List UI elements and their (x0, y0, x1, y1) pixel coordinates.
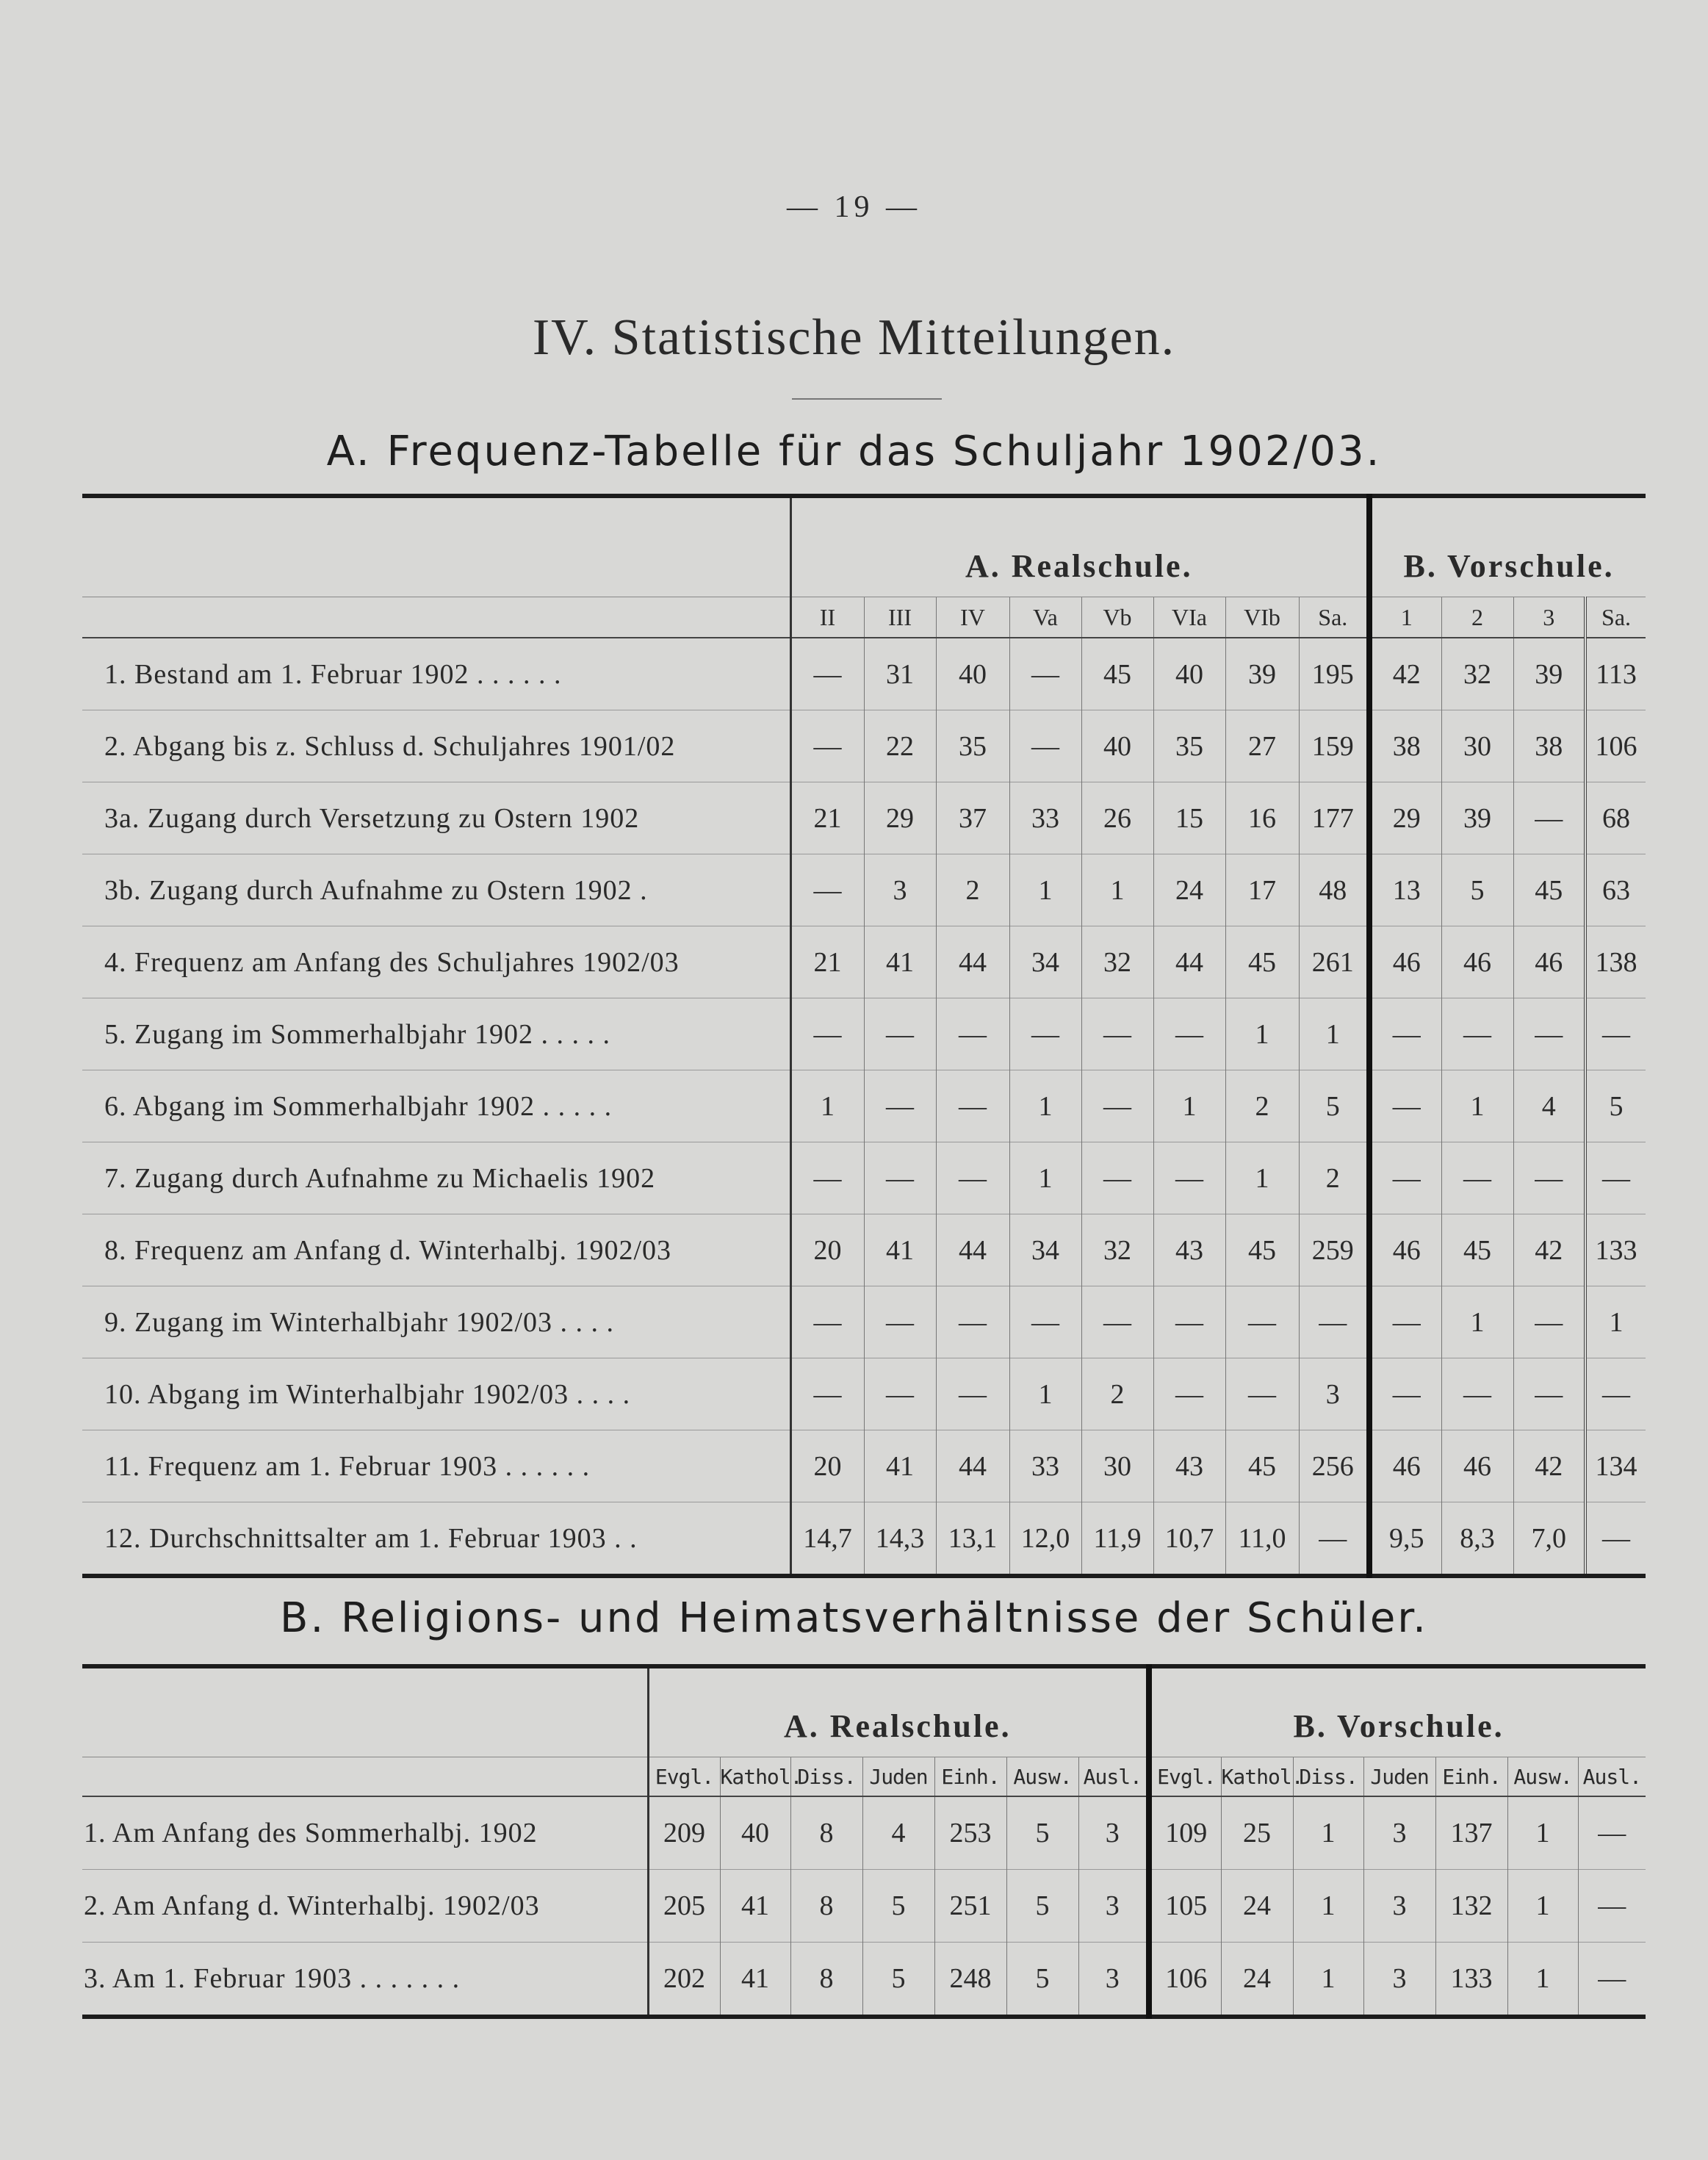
table-cell: — (790, 638, 864, 710)
table-cell: — (864, 1358, 936, 1430)
table-cell: 33 (1009, 1430, 1081, 1502)
table-cell: 1 (1009, 1070, 1081, 1142)
table-cell: 30 (1441, 710, 1513, 782)
column-header: Einh. (934, 1757, 1006, 1797)
table-cell: 38 (1513, 710, 1585, 782)
table-cell: — (790, 998, 864, 1070)
table-cell: 29 (1369, 782, 1441, 854)
table-cell: — (1513, 1286, 1585, 1358)
table-cell: 1 (1299, 998, 1369, 1070)
religion-table (82, 1664, 1646, 2019)
row-label: 3. Am 1. Februar 1903 . . . . . . . (82, 1943, 648, 2017)
table-cell: 68 (1585, 782, 1646, 854)
table-cell: 37 (936, 782, 1009, 854)
table-cell: — (936, 1286, 1009, 1358)
column-header: Ausw. (1507, 1757, 1578, 1797)
column-header: 3 (1513, 597, 1585, 638)
column-header: II (790, 597, 864, 638)
table-cell: 4 (862, 1796, 934, 1870)
column-header: Kathol. (720, 1757, 790, 1797)
table-cell: — (936, 998, 1009, 1070)
table-cell: — (1513, 1142, 1585, 1214)
table-cell: — (1513, 1358, 1585, 1430)
group-vorschule: B. Vorschule. (1369, 496, 1646, 597)
table-cell: 46 (1513, 926, 1585, 998)
table-cell: — (1441, 998, 1513, 1070)
table-cell: 106 (1149, 1943, 1221, 2017)
column-header-row (82, 1757, 1646, 1797)
table-cell: 5 (1299, 1070, 1369, 1142)
table-cell: 109 (1149, 1796, 1221, 1870)
table-cell: 132 (1435, 1870, 1507, 1943)
table-cell: 46 (1369, 926, 1441, 998)
table-cell: 44 (936, 926, 1009, 998)
table-row (82, 1286, 1646, 1358)
table-cell: — (1585, 1142, 1646, 1214)
row-label: 4. Frequenz am Anfang des Schuljahres 1902/03 (82, 926, 790, 998)
table-cell: 34 (1009, 926, 1081, 998)
table-cell: 1 (1009, 854, 1081, 926)
section-a-heading: A. Frequenz-Tabelle für das Schuljahr 1902/03. (326, 428, 1382, 475)
table-cell: 5 (1006, 1870, 1078, 1943)
table-row (82, 1142, 1646, 1214)
table-cell: 46 (1369, 1430, 1441, 1502)
table-cell: — (790, 1358, 864, 1430)
table-row (82, 710, 1646, 782)
table-cell: 1 (1009, 1142, 1081, 1214)
row-label: 3b. Zugang durch Aufnahme zu Ostern 1902 . (82, 854, 790, 926)
table-cell: 138 (1585, 926, 1646, 998)
column-header: Ausl. (1578, 1757, 1646, 1797)
table-cell: 113 (1585, 638, 1646, 710)
table-cell: — (864, 1286, 936, 1358)
table-cell: 137 (1435, 1796, 1507, 1870)
table-cell: — (1441, 1358, 1513, 1430)
table-cell: 40 (936, 638, 1009, 710)
table-cell: 259 (1299, 1214, 1369, 1286)
table-cell: 42 (1513, 1430, 1585, 1502)
table-cell: 3 (1078, 1943, 1149, 2017)
table-cell: 1 (1441, 1286, 1513, 1358)
column-header: Juden (862, 1757, 934, 1797)
table-cell: 32 (1081, 926, 1153, 998)
table-cell: 21 (790, 926, 864, 998)
table-cell: 3 (1363, 1870, 1435, 1943)
row-label: 1. Am Anfang des Sommerhalbj. 1902 (84, 1818, 538, 1848)
row-label: 7. Zugang durch Aufnahme zu Michaelis 1902 (82, 1142, 790, 1214)
table-cell: 41 (864, 926, 936, 998)
row-label: 9. Zugang im Winterhalbjahr 1902/03 . . . . (82, 1286, 790, 1358)
column-header-empty (82, 1757, 648, 1797)
row-label: 10. Abgang im Winterhalbjahr 1902/03 . . . . (82, 1358, 790, 1430)
table-cell: 1 (1081, 854, 1153, 926)
table-cell: 1 (1225, 998, 1299, 1070)
table-cell: — (864, 998, 936, 1070)
table-cell: 1 (1507, 1870, 1578, 1943)
table-cell: — (1369, 1358, 1441, 1430)
table-cell: 44 (936, 1214, 1009, 1286)
table-cell: 1 (790, 1070, 864, 1142)
table-cell: 40 (720, 1796, 790, 1870)
table-cell: 205 (648, 1870, 720, 1943)
table-row (82, 1214, 1646, 1286)
table-cell: 133 (1585, 1214, 1646, 1286)
table-cell: 2 (936, 854, 1009, 926)
table-cell: 195 (1299, 638, 1369, 710)
table-cell: — (1513, 998, 1585, 1070)
table-cell: — (1578, 1870, 1646, 1943)
table-row (82, 1070, 1646, 1142)
table-cell: — (1153, 1358, 1225, 1430)
table-cell: 8 (790, 1943, 862, 2017)
table-cell: — (1441, 1142, 1513, 1214)
table-cell: — (1369, 1142, 1441, 1214)
table-cell: 2 (1299, 1142, 1369, 1214)
row-label: 2. Am Anfang d. Winterhalbj. 1902/03 (82, 1870, 648, 1943)
table-cell: — (1578, 1796, 1646, 1870)
table-cell: — (790, 710, 864, 782)
column-header: Juden (1363, 1757, 1435, 1797)
column-header: Diss. (790, 1757, 862, 1797)
table-cell: 3 (1363, 1943, 1435, 2017)
table-cell: 17 (1225, 854, 1299, 926)
table-cell: 24 (1153, 854, 1225, 926)
table-cell: 1 (1009, 1358, 1081, 1430)
table-cell: — (1369, 1070, 1441, 1142)
table-cell: 30 (1081, 1430, 1153, 1502)
section-b-heading: B. Religions- und Heimatsverhältnisse der Schüler. (280, 1594, 1428, 1642)
column-header: Ausl. (1078, 1757, 1149, 1797)
table-cell: 1 (1293, 1796, 1363, 1870)
table-cell: 42 (1369, 638, 1441, 710)
table-cell: 11,0 (1225, 1502, 1299, 1577)
table-cell: 1 (1507, 1796, 1578, 1870)
table-row (82, 854, 1646, 926)
table-cell: — (1153, 998, 1225, 1070)
table-cell: 1 (1153, 1070, 1225, 1142)
table-cell: 1 (1507, 1943, 1578, 2017)
table-cell: — (790, 1286, 864, 1358)
table-cell: 31 (864, 638, 936, 710)
table-cell: — (1585, 998, 1646, 1070)
table-cell: — (864, 1070, 936, 1142)
table-cell: 133 (1435, 1943, 1507, 2017)
table-cell: 46 (1441, 926, 1513, 998)
table-cell: 45 (1441, 1214, 1513, 1286)
table-cell: 45 (1225, 1430, 1299, 1502)
table-cell: 5 (1006, 1796, 1078, 1870)
table-cell: 45 (1225, 1214, 1299, 1286)
table-cell: 45 (1513, 854, 1585, 926)
frequency-table (82, 494, 1646, 1578)
table-cell: — (1369, 998, 1441, 1070)
table-cell: — (1009, 1286, 1081, 1358)
column-header: III (864, 597, 936, 638)
table-cell: 39 (1441, 782, 1513, 854)
table-cell: 106 (1585, 710, 1646, 782)
table-cell: 43 (1153, 1430, 1225, 1502)
table-cell: — (1585, 1502, 1646, 1577)
table-cell: 44 (1153, 926, 1225, 998)
table-cell: 41 (864, 1430, 936, 1502)
table-cell: 2 (1225, 1070, 1299, 1142)
table-cell: 253 (934, 1796, 1006, 1870)
column-header-empty (82, 597, 790, 638)
table-cell: 256 (1299, 1430, 1369, 1502)
column-header-row (82, 597, 1646, 638)
table-cell: 44 (936, 1430, 1009, 1502)
row-label: 1. Bestand am 1. Februar 1902 . . . . . . (104, 658, 562, 690)
row-label: 11. Frequenz am 1. Februar 1903 . . . . . . (82, 1430, 790, 1502)
row-label: 6. Abgang im Sommerhalbjahr 1902 . . . . . (82, 1070, 790, 1142)
table-cell: 26 (1081, 782, 1153, 854)
table-cell: — (1009, 998, 1081, 1070)
table-cell: 2 (1081, 1358, 1153, 1430)
table-cell: 46 (1369, 1214, 1441, 1286)
column-header: IV (936, 597, 1009, 638)
table-cell: 39 (1225, 638, 1299, 710)
table-cell: 24 (1221, 1870, 1293, 1943)
table-cell: 12,0 (1009, 1502, 1081, 1577)
table-cell: 15 (1153, 782, 1225, 854)
table-cell: 38 (1369, 710, 1441, 782)
table-cell: 45 (1225, 926, 1299, 998)
table-cell: 16 (1225, 782, 1299, 854)
table-cell: — (1513, 782, 1585, 854)
column-header: Evgl. (1149, 1757, 1221, 1797)
group-realschule: A. Realschule. (648, 1666, 1149, 1757)
table-cell: 41 (864, 1214, 936, 1286)
table-cell: 32 (1081, 1214, 1153, 1286)
table-cell: — (1153, 1142, 1225, 1214)
table-row (82, 638, 1646, 710)
row-label: 5. Zugang im Sommerhalbjahr 1902 . . . . . (82, 998, 790, 1070)
table-cell: 45 (1081, 638, 1153, 710)
table-cell: — (936, 1142, 1009, 1214)
table-cell: — (1081, 1142, 1153, 1214)
table-cell: 1 (1293, 1943, 1363, 2017)
group-vorschule: B. Vorschule. (1149, 1666, 1646, 1757)
table-cell: 46 (1441, 1430, 1513, 1502)
table-row (82, 1870, 1646, 1943)
row-label: 12. Durchschnittsalter am 1. Februar 1903 . . (82, 1502, 790, 1577)
table-cell: 41 (720, 1870, 790, 1943)
table-cell: — (1225, 1286, 1299, 1358)
table-cell: 42 (1513, 1214, 1585, 1286)
table-cell: 29 (864, 782, 936, 854)
table-cell: — (1225, 1358, 1299, 1430)
table-cell: 3 (1299, 1358, 1369, 1430)
table-cell: 5 (862, 1870, 934, 1943)
table-cell: 20 (790, 1430, 864, 1502)
table-row (82, 1943, 1646, 2017)
table-cell: — (864, 1142, 936, 1214)
table-cell: — (790, 854, 864, 926)
table-cell: 43 (1153, 1214, 1225, 1286)
column-header: Ausw. (1006, 1757, 1078, 1797)
table-row (82, 1502, 1646, 1577)
table-cell: 21 (790, 782, 864, 854)
table-cell: 134 (1585, 1430, 1646, 1502)
table-cell: — (1009, 710, 1081, 782)
table-cell: 5 (1006, 1943, 1078, 2017)
table-cell: 7,0 (1513, 1502, 1585, 1577)
table-cell: — (1578, 1943, 1646, 2017)
table-cell: 14,7 (790, 1502, 864, 1577)
table-cell: 35 (936, 710, 1009, 782)
table-cell: 24 (1221, 1943, 1293, 2017)
table-cell: 48 (1299, 854, 1369, 926)
table-cell: 251 (934, 1870, 1006, 1943)
table-cell: 105 (1149, 1870, 1221, 1943)
table-cell: 3 (1078, 1796, 1149, 1870)
table-cell: 1 (1585, 1286, 1646, 1358)
table-cell: 22 (864, 710, 936, 782)
table-cell: — (936, 1358, 1009, 1430)
table-cell: 40 (1153, 638, 1225, 710)
table-row (82, 998, 1646, 1070)
table-cell: 13,1 (936, 1502, 1009, 1577)
table-cell: — (1299, 1502, 1369, 1577)
table-cell: 5 (862, 1943, 934, 2017)
table-cell: 40 (1081, 710, 1153, 782)
table-cell: 1 (1293, 1870, 1363, 1943)
column-header: Einh. (1435, 1757, 1507, 1797)
column-header: 1 (1369, 597, 1441, 638)
table-cell: 32 (1441, 638, 1513, 710)
column-header: Sa. (1299, 597, 1369, 638)
column-header: Vb (1081, 597, 1153, 638)
table-cell: 33 (1009, 782, 1081, 854)
table-cell: 3 (864, 854, 936, 926)
table-cell: 25 (1221, 1796, 1293, 1870)
table-cell: 35 (1153, 710, 1225, 782)
table-cell: 3 (1363, 1796, 1435, 1870)
table-cell: — (936, 1070, 1009, 1142)
table-cell: 209 (648, 1796, 720, 1870)
table-cell: 14,3 (864, 1502, 936, 1577)
column-header: 2 (1441, 597, 1513, 638)
column-header: Va (1009, 597, 1081, 638)
table-cell: 1 (1225, 1142, 1299, 1214)
table-row (82, 782, 1646, 854)
table-cell: 4 (1513, 1070, 1585, 1142)
table-cell: 8 (790, 1796, 862, 1870)
table-row (82, 1430, 1646, 1502)
column-header: Sa. (1585, 597, 1646, 638)
row-label: 3a. Zugang durch Versetzung zu Ostern 1902 (82, 782, 790, 854)
table-cell: 159 (1299, 710, 1369, 782)
table-cell: — (1585, 1358, 1646, 1430)
table-row (82, 1796, 1646, 1870)
table-cell: 261 (1299, 926, 1369, 998)
label-header (82, 496, 790, 597)
table-cell: — (1081, 998, 1153, 1070)
column-header: VIb (1225, 597, 1299, 638)
table-cell: — (790, 1142, 864, 1214)
table-cell: 1 (1441, 1070, 1513, 1142)
table-cell: 248 (934, 1943, 1006, 2017)
table-cell: 177 (1299, 782, 1369, 854)
row-label: 8. Frequenz am Anfang d. Winterhalbj. 1902/03 (82, 1214, 790, 1286)
page-number: — 19 — (787, 190, 921, 224)
column-header: Kathol. (1221, 1757, 1293, 1797)
page-title: IV. Statistische Mitteilungen. (532, 309, 1176, 366)
table-cell: 202 (648, 1943, 720, 2017)
table-cell: — (1081, 1286, 1153, 1358)
table-cell: 5 (1585, 1070, 1646, 1142)
table-cell: — (1299, 1286, 1369, 1358)
table-cell: — (1369, 1286, 1441, 1358)
table-cell: — (1009, 638, 1081, 710)
table-cell: 8 (790, 1870, 862, 1943)
label-header (82, 1666, 648, 1757)
column-header: VIa (1153, 597, 1225, 638)
table-cell: 11,9 (1081, 1502, 1153, 1577)
table-row (82, 926, 1646, 998)
table-cell: 63 (1585, 854, 1646, 926)
table-cell: 39 (1513, 638, 1585, 710)
table-cell: 27 (1225, 710, 1299, 782)
column-header: Diss. (1293, 1757, 1363, 1797)
table-cell: 13 (1369, 854, 1441, 926)
table-row (82, 1358, 1646, 1430)
group-realschule: A. Realschule. (790, 496, 1369, 597)
table-cell: 41 (720, 1943, 790, 2017)
table-cell: 9,5 (1369, 1502, 1441, 1577)
table-cell: 5 (1441, 854, 1513, 926)
table-cell: 10,7 (1153, 1502, 1225, 1577)
table-cell: 8,3 (1441, 1502, 1513, 1577)
table-cell: — (1153, 1286, 1225, 1358)
table-cell: 3 (1078, 1870, 1149, 1943)
table-cell: — (1081, 1070, 1153, 1142)
column-header: Evgl. (648, 1757, 720, 1797)
table-cell: 34 (1009, 1214, 1081, 1286)
table-cell: 20 (790, 1214, 864, 1286)
title-divider (792, 398, 942, 400)
row-label: 2. Abgang bis z. Schluss d. Schuljahres 1901/02 (82, 710, 790, 782)
